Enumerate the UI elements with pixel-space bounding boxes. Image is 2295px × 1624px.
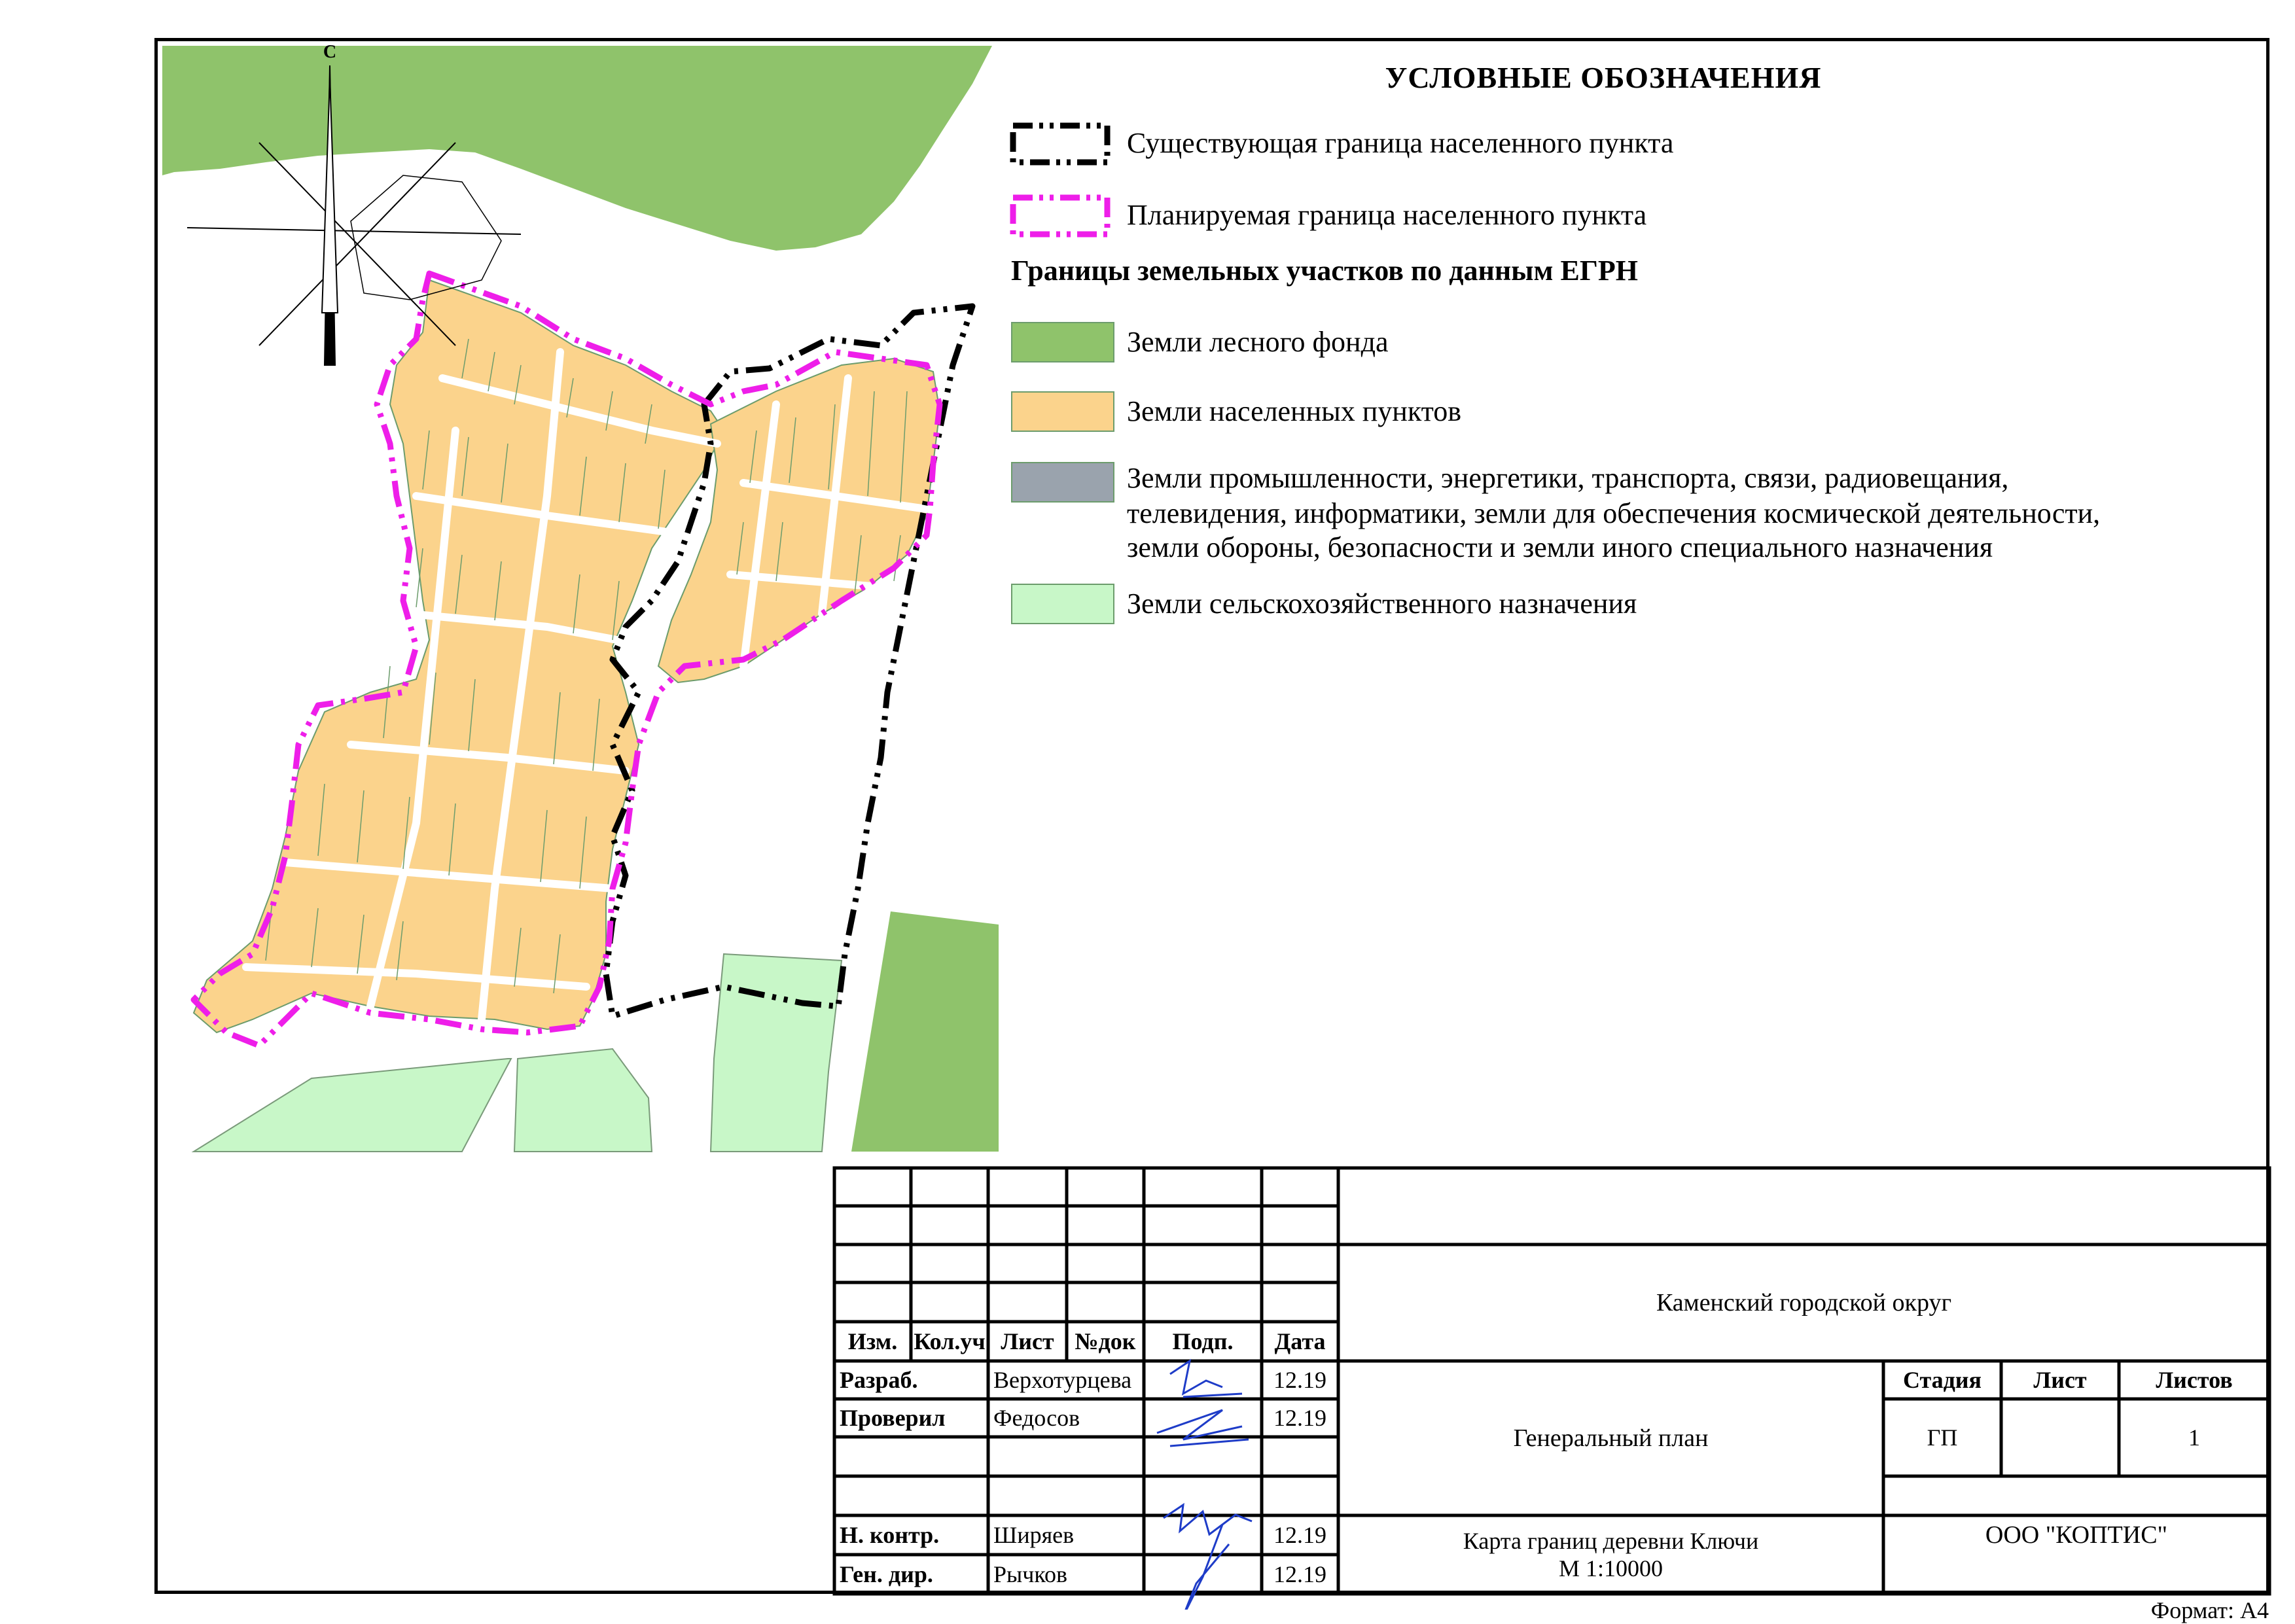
signature-checker xyxy=(1157,1410,1249,1446)
tb-drawing-scale: М 1:10000 xyxy=(1558,1555,1663,1581)
tb-sheets-header: Листов xyxy=(2156,1367,2233,1393)
tb-row-name: Рычков xyxy=(993,1561,1067,1587)
signature-scribbles xyxy=(1144,1348,1262,1610)
signature-norm-control xyxy=(1164,1505,1252,1534)
tb-row-date: 12.19 xyxy=(1273,1522,1326,1548)
tb-row-name: Верхотурцева xyxy=(993,1367,1132,1393)
signature-director xyxy=(1183,1525,1229,1610)
legend-parcels-header: Границы земельных участков по данным ЕГРН xyxy=(1011,255,1638,287)
tb-header-izm: Изм. xyxy=(847,1328,898,1354)
tb-project: Генеральный план xyxy=(1513,1424,1709,1452)
tb-stage-value: ГП xyxy=(1927,1424,1958,1451)
tb-row-date: 12.19 xyxy=(1273,1367,1326,1393)
legend-title: УСЛОВНЫЕ ОБОЗНАЧЕНИЯ xyxy=(1385,61,1822,94)
tb-row-date: 12.19 xyxy=(1273,1561,1326,1587)
tb-company: ООО "КОПТИС" xyxy=(1985,1521,2168,1549)
tb-row-role: Н. контр. xyxy=(840,1522,940,1548)
tb-sheets-value: 1 xyxy=(2188,1424,2200,1451)
tb-sheet-value xyxy=(2001,1399,2119,1476)
tb-row-role: Разраб. xyxy=(840,1367,918,1393)
tb-header-data: Дата xyxy=(1274,1328,1326,1354)
tb-stage-header: Стадия xyxy=(1902,1367,1982,1393)
tb-district: Каменский городской округ xyxy=(1656,1289,1952,1316)
tb-header-ndok: №док xyxy=(1075,1328,1136,1354)
tb-row-role: Проверил xyxy=(840,1405,946,1431)
tb-header-list: Лист xyxy=(1001,1328,1054,1354)
tb-row-name: Федосов xyxy=(993,1405,1080,1431)
tb-row-date: 12.19 xyxy=(1273,1405,1326,1431)
north-label: С xyxy=(323,42,337,62)
tb-header-koluch: Кол.уч xyxy=(914,1328,986,1354)
legend-settlement: Земли населенных пунктов xyxy=(1127,395,1462,427)
signature-developer xyxy=(1170,1361,1242,1397)
legend-industry-line3: земли обороны, безопасности и земли иного специального назначения xyxy=(1127,531,1993,563)
legend-existing-border: Существующая граница населенного пункта xyxy=(1127,127,1674,159)
tb-header-podp: Подп. xyxy=(1172,1328,1234,1354)
tb-row-role: Ген. дир. xyxy=(840,1561,933,1587)
legend-planned-border: Планируемая граница населенного пункта xyxy=(1127,199,1647,231)
legend-industry-line2: телевидения, информатики, земли для обеспечения космической деятельности, xyxy=(1127,497,2101,529)
legend-agri: Земли сельскохозяйственного назначения xyxy=(1127,588,1637,620)
tb-row-name: Ширяев xyxy=(993,1522,1075,1548)
legend-industry-line1: Земли промышленности, энергетики, транспорта, связи, радиовещания, xyxy=(1127,462,2009,494)
legend-forest: Земли лесного фонда xyxy=(1127,326,1389,358)
tb-drawing-title xyxy=(1338,1515,1883,1594)
tb-sheet-header: Лист xyxy=(2033,1367,2087,1393)
tb-drawing-title-line1: Карта границ деревни Ключи xyxy=(1463,1528,1759,1554)
format-label: Формат: А4 xyxy=(2150,1597,2269,1623)
